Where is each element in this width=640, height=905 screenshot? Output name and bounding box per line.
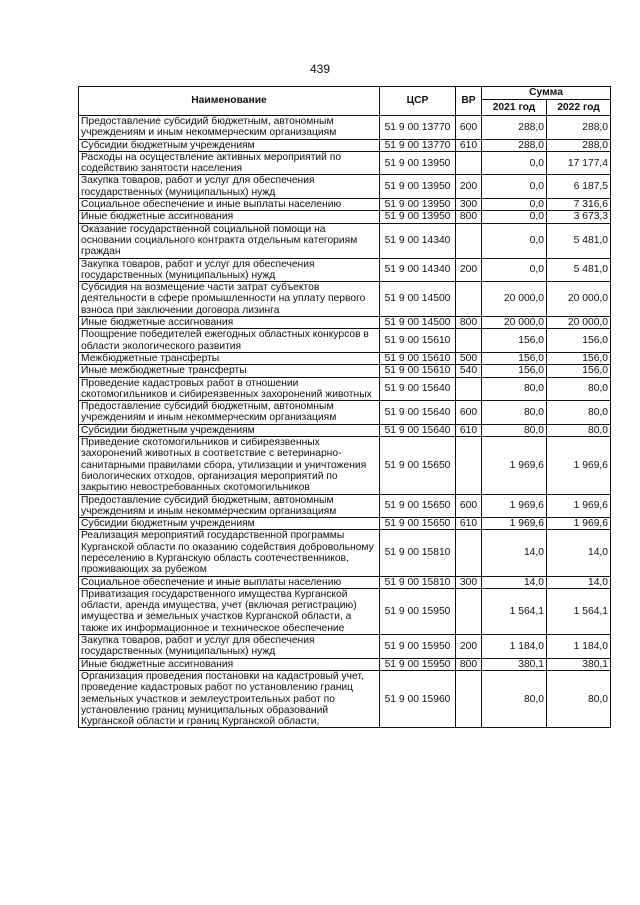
row-name-cell: Иные бюджетные ассигнования [79,211,380,223]
row-vr-cell [456,530,482,576]
row-2022-cell: 5 481,0 [547,223,611,258]
table-row [79,175,611,199]
row-2021-cell: 0,0 [482,211,547,223]
table-row [79,223,611,258]
table-row [79,365,611,377]
row-csr-cell: 51 9 00 13770 [380,116,456,140]
row-vr-cell: 800 [456,211,482,223]
row-2022-cell: 7 316,6 [547,199,611,211]
row-2021-cell: 156,0 [482,352,547,364]
header-sum: Сумма [482,87,611,100]
row-2021-cell: 1 969,6 [482,518,547,530]
table-row [79,352,611,364]
row-csr-cell: 51 9 00 15640 [380,424,456,436]
row-csr-cell: 51 9 00 15610 [380,352,456,364]
row-2021-cell: 80,0 [482,670,547,727]
table-row [79,588,611,634]
row-2021-cell: 14,0 [482,530,547,576]
row-csr-cell: 51 9 00 15610 [380,329,456,353]
row-2022-cell: 17 177,4 [547,151,611,175]
row-2021-cell: 0,0 [482,199,547,211]
header-csr: ЦСР [380,87,456,116]
row-vr-cell: 610 [456,518,482,530]
row-name-cell: Реализация мероприятий государственной программы Курганской области по оказанию содействия добровольному переселению в Курганскую область соотечественников, проживающих за рубежом [79,530,380,576]
row-vr-cell [456,437,482,494]
row-name-cell: Субсидии бюджетным учреждениям [79,518,380,530]
row-2021-cell: 80,0 [482,401,547,425]
table-row [79,635,611,659]
row-2021-cell: 1 969,6 [482,494,547,518]
row-2021-cell: 14,0 [482,576,547,588]
row-vr-cell [456,151,482,175]
row-2021-cell: 80,0 [482,424,547,436]
row-csr-cell: 51 9 00 13950 [380,211,456,223]
row-2022-cell: 20 000,0 [547,282,611,317]
table-header [79,87,611,116]
row-name-cell: Оказание государственной социальной помощи на основании социального контракта отдельным категориям граждан [79,223,380,258]
row-2021-cell: 0,0 [482,175,547,199]
row-csr-cell: 51 9 00 15960 [380,670,456,727]
row-2022-cell: 3 673,3 [547,211,611,223]
row-2022-cell: 20 000,0 [547,317,611,329]
row-csr-cell: 51 9 00 14500 [380,282,456,317]
table-row [79,424,611,436]
table-row [79,282,611,317]
row-name-cell: Иные бюджетные ассигнования [79,658,380,670]
table-row [79,437,611,494]
row-name-cell: Социальное обеспечение и иные выплаты населению [79,199,380,211]
row-2022-cell: 156,0 [547,365,611,377]
row-vr-cell [456,670,482,727]
row-name-cell: Субсидия на возмещение части затрат субъектов деятельности в сфере промышленности на уплату первого взноса при заключении договора лизинга [79,282,380,317]
row-2022-cell: 1 564,1 [547,588,611,634]
row-vr-cell: 200 [456,175,482,199]
row-name-cell: Расходы на осуществление активных мероприятий по содействию занятости населения [79,151,380,175]
row-2022-cell: 14,0 [547,576,611,588]
row-2021-cell: 156,0 [482,329,547,353]
row-2021-cell: 0,0 [482,223,547,258]
row-2022-cell: 288,0 [547,139,611,151]
row-vr-cell [456,588,482,634]
table-row [79,199,611,211]
row-2021-cell: 380,1 [482,658,547,670]
header-year-2021: 2021 год [482,100,547,116]
row-csr-cell: 51 9 00 13950 [380,151,456,175]
row-name-cell: Субсидии бюджетным учреждениям [79,139,380,151]
row-vr-cell: 300 [456,199,482,211]
table-row [79,576,611,588]
row-vr-cell: 300 [456,576,482,588]
row-csr-cell: 51 9 00 15950 [380,635,456,659]
row-name-cell: Приведение скотомогильников и сибиреязвенных захоронений животных в соответствие с ветеринарно-санитарными правилами сбора, утилизации и уничтожения биологических отходов, организация мероприятий по закрытию невостребованных скотомогильников [79,437,380,494]
table-row [79,211,611,223]
row-vr-cell: 800 [456,658,482,670]
row-2022-cell: 1 969,6 [547,437,611,494]
row-name-cell: Предоставление субсидий бюджетным, автономным учреждениям и иным некоммерческим организациям [79,494,380,518]
row-vr-cell: 500 [456,352,482,364]
row-vr-cell: 200 [456,635,482,659]
table-body [79,116,611,728]
row-2022-cell: 1 184,0 [547,635,611,659]
table-row [79,377,611,401]
row-name-cell: Закупка товаров, работ и услуг для обеспечения государственных (муниципальных) нужд [79,175,380,199]
row-name-cell: Социальное обеспечение и иные выплаты населению [79,576,380,588]
table-row [79,329,611,353]
header-year-2022: 2022 год [547,100,611,116]
row-vr-cell [456,377,482,401]
row-2022-cell: 380,1 [547,658,611,670]
row-name-cell: Закупка товаров, работ и услуг для обеспечения государственных (муниципальных) нужд [79,635,380,659]
table-row [79,670,611,727]
row-csr-cell: 51 9 00 15810 [380,576,456,588]
row-2021-cell: 1 564,1 [482,588,547,634]
header-vr: ВР [456,87,482,116]
row-csr-cell: 51 9 00 15640 [380,401,456,425]
table-row [79,151,611,175]
row-2022-cell: 6 187,5 [547,175,611,199]
table-row [79,317,611,329]
row-2021-cell: 20 000,0 [482,317,547,329]
row-csr-cell: 51 9 00 13950 [380,199,456,211]
table-row [79,258,611,282]
row-2021-cell: 0,0 [482,151,547,175]
row-vr-cell: 200 [456,258,482,282]
row-2021-cell: 1 969,6 [482,437,547,494]
row-vr-cell [456,223,482,258]
row-csr-cell: 51 9 00 14340 [380,258,456,282]
row-name-cell: Закупка товаров, работ и услуг для обеспечения государственных (муниципальных) нужд [79,258,380,282]
row-name-cell: Проведение кадастровых работ в отношении скотомогильников и сибиреязвенных захоронений животных [79,377,380,401]
row-csr-cell: 51 9 00 14500 [380,317,456,329]
row-name-cell: Межбюджетные трансферты [79,352,380,364]
row-2021-cell: 156,0 [482,365,547,377]
row-vr-cell [456,329,482,353]
row-2022-cell: 80,0 [547,670,611,727]
row-vr-cell [456,282,482,317]
row-vr-cell: 800 [456,317,482,329]
row-2021-cell: 288,0 [482,139,547,151]
row-vr-cell: 600 [456,401,482,425]
row-name-cell: Организация проведения постановки на кадастровый учет, проведение кадастровых работ по установлению границ земельных участков и землеустроительных работ по установлению границ муниципальных образований Курганской области и границ Курганской области, [79,670,380,727]
row-name-cell: Поощрение победителей ежегодных областных конкурсов в области экологического развития [79,329,380,353]
row-csr-cell: 51 9 00 14340 [380,223,456,258]
table-row [79,139,611,151]
row-csr-cell: 51 9 00 15650 [380,518,456,530]
row-csr-cell: 51 9 00 15650 [380,494,456,518]
row-name-cell: Предоставление субсидий бюджетным, автономным учреждениям и иным некоммерческим организациям [79,116,380,140]
budget-table [78,86,611,728]
row-2021-cell: 0,0 [482,258,547,282]
row-2022-cell: 80,0 [547,424,611,436]
row-vr-cell: 610 [456,424,482,436]
row-vr-cell: 600 [456,116,482,140]
row-csr-cell: 51 9 00 15810 [380,530,456,576]
row-name-cell: Предоставление субсидий бюджетным, автономным учреждениям и иным некоммерческим организациям [79,401,380,425]
row-vr-cell: 540 [456,365,482,377]
row-2022-cell: 1 969,6 [547,518,611,530]
row-2022-cell: 1 969,6 [547,494,611,518]
row-2022-cell: 80,0 [547,377,611,401]
row-2021-cell: 1 184,0 [482,635,547,659]
row-csr-cell: 51 9 00 15650 [380,437,456,494]
table-row [79,494,611,518]
row-csr-cell: 51 9 00 15640 [380,377,456,401]
table-row [79,401,611,425]
row-vr-cell: 610 [456,139,482,151]
table-row [79,658,611,670]
row-name-cell: Иные бюджетные ассигнования [79,317,380,329]
row-csr-cell: 51 9 00 15950 [380,658,456,670]
row-2022-cell: 156,0 [547,352,611,364]
row-2022-cell: 288,0 [547,116,611,140]
row-2022-cell: 5 481,0 [547,258,611,282]
table-row [79,530,611,576]
row-name-cell: Субсидии бюджетным учреждениям [79,424,380,436]
row-csr-cell: 51 9 00 15610 [380,365,456,377]
row-2021-cell: 80,0 [482,377,547,401]
row-name-cell: Иные межбюджетные трансферты [79,365,380,377]
table-row [79,518,611,530]
row-2021-cell: 20 000,0 [482,282,547,317]
header-name: Наименование [79,87,380,116]
row-csr-cell: 51 9 00 13770 [380,139,456,151]
row-2021-cell: 288,0 [482,116,547,140]
row-vr-cell: 600 [456,494,482,518]
row-name-cell: Приватизация государственного имущества Курганской области, аренда имущества, учет (включая регистрацию) имущества и земельных участков Курганской области, а также их информационное и техническое обеспечение [79,588,380,634]
row-csr-cell: 51 9 00 13950 [380,175,456,199]
row-2022-cell: 156,0 [547,329,611,353]
table-row [79,116,611,140]
row-2022-cell: 80,0 [547,401,611,425]
row-csr-cell: 51 9 00 15950 [380,588,456,634]
row-2022-cell: 14,0 [547,530,611,576]
page-number: 439 [309,62,331,76]
